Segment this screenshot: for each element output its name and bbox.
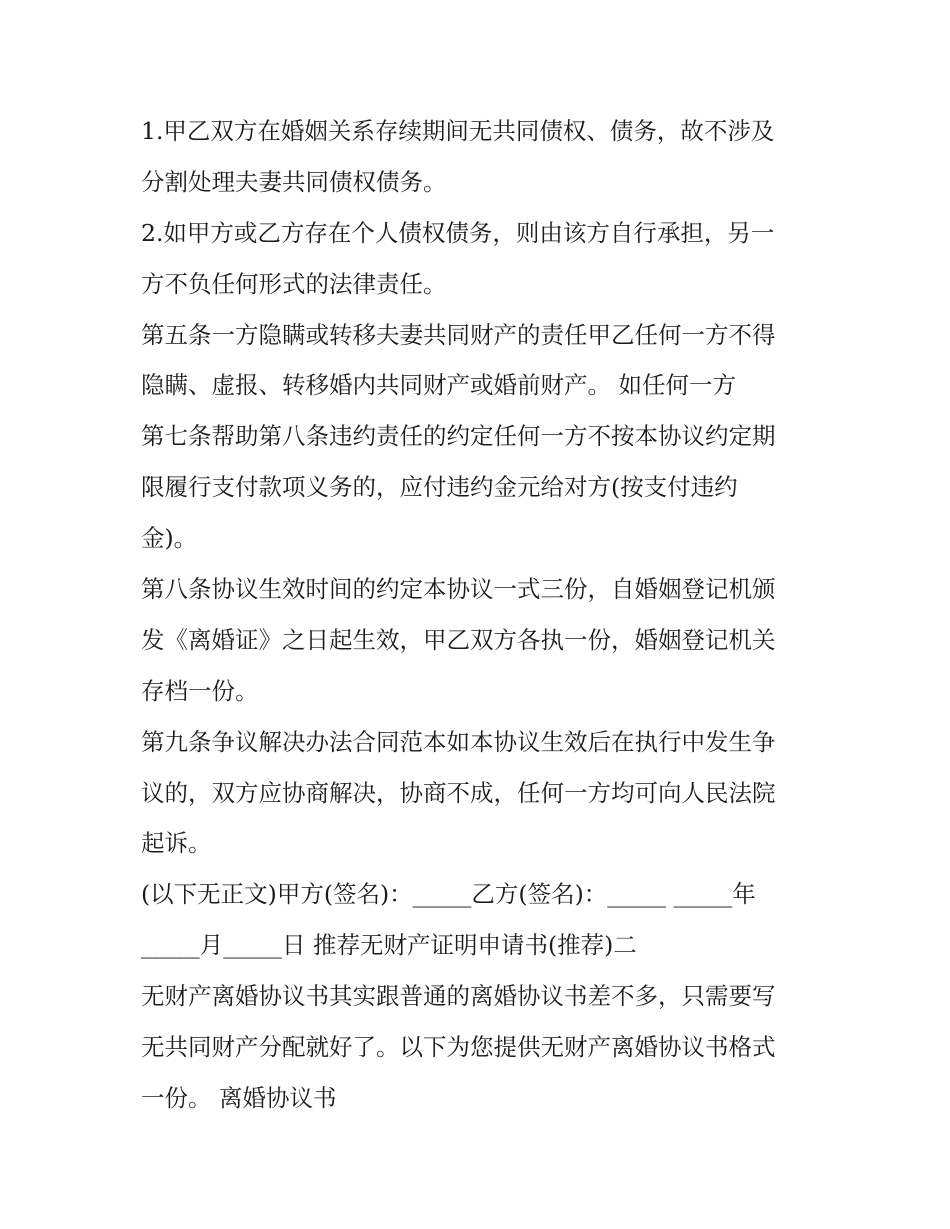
text-line: 第八条协议生效时间的约定本协议一式三份，自婚姻登记机颁 [141,575,776,604]
text-line: 1.甲乙双方在婚姻关系存续期间无共同债权、债务，故不涉及 [141,117,775,145]
text-line: 方不负任何形式的法律责任。 [141,269,447,298]
text-line: 分割处理夫妻共同债权债务。 [141,167,447,196]
text-line: 议的，双方应协商解决，协商不成，任何一方均可向人民法院 [141,778,776,807]
text-line: 一份。 离婚协议书 [141,1083,337,1112]
text-line: 第九条争议解决办法合同范本如本协议生效后在执行中发生争 [141,727,776,756]
text-line: 第五条一方隐瞒或转移夫妻共同财产的责任甲乙任何一方不得 [141,320,776,349]
text-line: 第七条帮助第八条违约责任的约定任何一方不按本协议约定期 [141,422,776,451]
text-line: 无财产离婚协议书其实跟普通的离婚协议书差不多，只需要写 [141,982,776,1011]
document-body [141,106,821,1124]
text-line: 金)。 [141,524,198,553]
text-line: 存档一份。 [141,676,259,705]
text-line: 2.如甲方或乙方存在个人债权债务，则由该方自行承担，另一 [141,218,775,247]
text-line: 隐瞒、虚报、转移婚内共同财产或婚前财产。 如任何一方 [141,371,736,400]
text-line: 发《离婚证》之日起生效，甲乙双方各执一份，婚姻登记机关 [141,625,776,654]
text-line: 起诉。 [141,829,212,858]
text-line: 限履行支付款项义务的，应付违约金元给对方(按支付违约 [141,473,738,502]
signature-line: (以下无正文)甲方(签名)：_____乙方(签名)：_____ _____年 [141,880,756,909]
date-line: _____月_____日 推荐无财产证明申请书(推荐)二 [141,931,637,960]
text-line: 无共同财产分配就好了。以下为您提供无财产离婚协议书格式 [141,1033,776,1062]
